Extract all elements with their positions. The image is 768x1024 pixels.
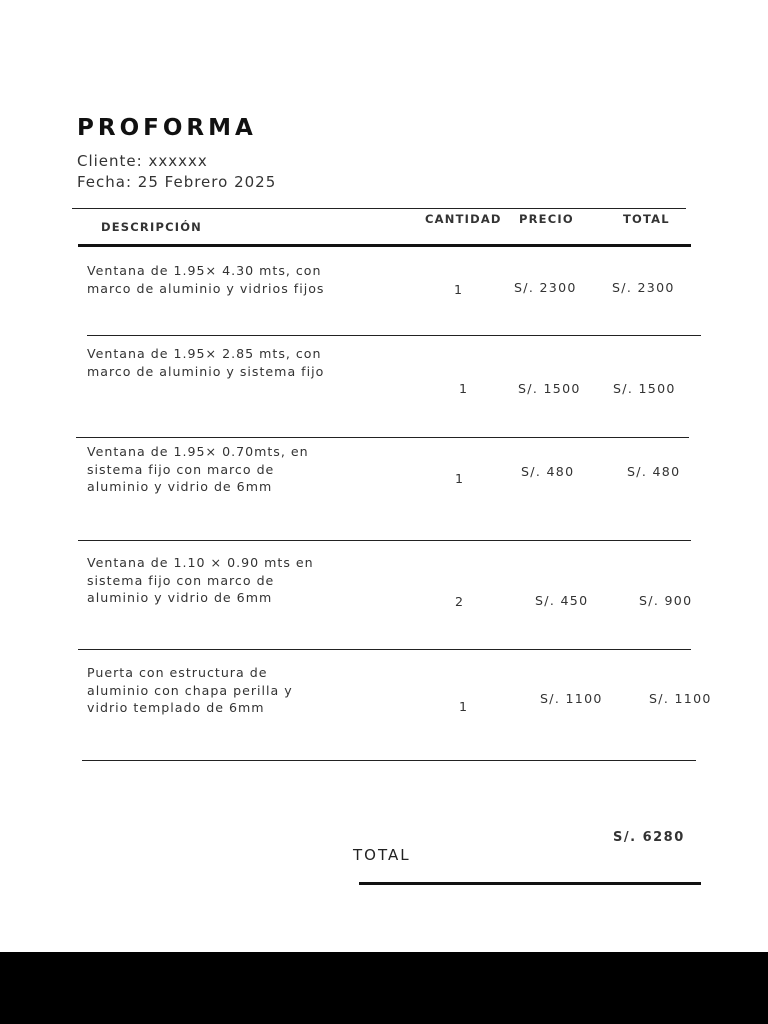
- row-3-quantity: 1: [455, 471, 465, 486]
- row-3-total: S/. 480: [627, 464, 681, 479]
- row-1-divider: [87, 335, 701, 336]
- row-3-price: S/. 480: [521, 464, 575, 479]
- row-2-quantity: 1: [459, 381, 469, 396]
- date-line: Fecha: 25 Febrero 2025: [77, 173, 277, 191]
- grand-total-rule: [359, 882, 701, 885]
- row-1-price: S/. 2300: [514, 280, 577, 295]
- document-title: PROFORMA: [77, 115, 257, 141]
- row-2-divider: [76, 437, 689, 438]
- row-4-quantity: 2: [455, 594, 465, 609]
- row-5-quantity: 1: [459, 699, 469, 714]
- row-2-total: S/. 1500: [613, 381, 676, 396]
- row-2-price: S/. 1500: [518, 381, 581, 396]
- row-3-description: Ventana de 1.95× 0.70mts, en sistema fijo con marco de aluminio y vidrio de 6mm: [87, 444, 309, 494]
- grand-total-label: TOTAL: [353, 846, 411, 864]
- row-1-description: Ventana de 1.95× 4.30 mts, con marco de aluminio y vidrios fijos: [87, 263, 325, 296]
- header-description: DESCRIPCIÓN: [101, 220, 203, 234]
- row-5-description: Puerta con estructura de aluminio con chapa perilla y vidrio templado de 6mm: [87, 665, 293, 715]
- row-1-total: S/. 2300: [612, 280, 675, 295]
- client-line: Cliente: xxxxxx: [77, 152, 208, 170]
- header-quantity: CANTIDAD: [425, 212, 502, 226]
- row-3-divider: [78, 540, 691, 541]
- row-1-quantity: 1: [454, 282, 464, 297]
- row-5-divider: [82, 760, 696, 761]
- footer-bar: [0, 952, 768, 1024]
- row-5-price: S/. 1100: [540, 691, 603, 706]
- table-top-rule: [72, 208, 686, 209]
- row-4-description: Ventana de 1.10 × 0.90 mts en sistema fijo con marco de aluminio y vidrio de 6mm: [87, 555, 314, 605]
- row-5-total: S/. 1100: [649, 691, 712, 706]
- row-4-total: S/. 900: [639, 593, 693, 608]
- row-4-price: S/. 450: [535, 593, 589, 608]
- header-total: TOTAL: [623, 212, 670, 226]
- row-2-description: Ventana de 1.95× 2.85 mts, con marco de aluminio y sistema fijo: [87, 346, 325, 379]
- table-header-rule: [78, 244, 691, 247]
- header-price: PRECIO: [519, 212, 574, 226]
- grand-total-value: S/. 6280: [613, 830, 685, 845]
- row-4-divider: [78, 649, 691, 650]
